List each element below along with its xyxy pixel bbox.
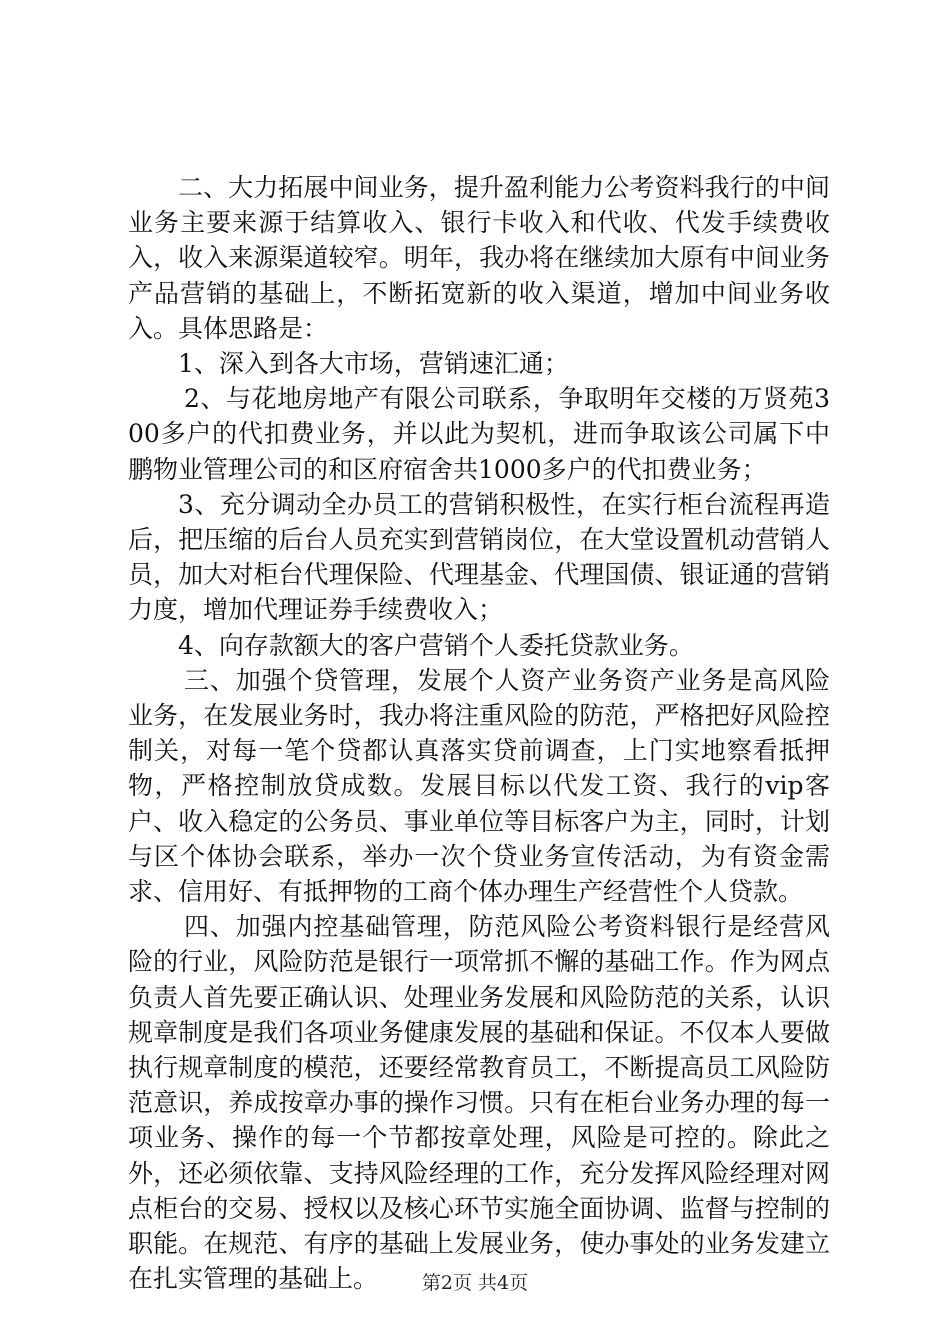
paragraph-item-2: 2、与花地房地产有限公司联系，争取明年交楼的万贤苑300多户的代扣费业务，并以此为契机，进而争取该公司属下中鹏物业管理公司的和区府宿舍共1000多户的代扣费业务； [128, 384, 830, 484]
page-number-footer: 第2页 共4页 [421, 1272, 529, 1294]
paragraph-item-4: 4、向存款额大的客户营销个人委托贷款业务。 [178, 630, 694, 660]
paragraph-section-3: 三、加强个贷管理，发展个人资产业务资产业务是高风险业务，在发展业务时，我办将注重风险的防范，严格把好风险控制关，对每一笔个贷都认真落实贷前调查，上门实地察看抵押物，严格控制放贷成数。发展目标以代发工资、我行的vip客户、收入稳定的公务员、事业单位等目标客户为主，同时，计划与区个体协会联系，举办一次个贷业务宣传活动，为有资金需求、信用好、有抵押物的工商个体办理生产经营性个人贷款。 [128, 665, 830, 907]
paragraph-item-1: 1、深入到各大市场，营销速汇通； [178, 349, 569, 379]
document-body [128, 170, 830, 1297]
paragraph-item-3: 3、充分调动全办员工的营销积极性，在实行柜台流程再造后，把压缩的后台人员充实到营销岗位，在大堂设置机动营销人员，加大对柜台代理保险、代理基金、代理国债、银证通的营销力度，增加代理证券手续费收入； [128, 489, 830, 625]
paragraph-section-2: 二、大力拓展中间业务，提升盈利能力公考资料我行的中间业务主要来源于结算收入、银行卡收入和代收、代发手续费收入，收入来源渠道较窄。明年，我办将在继续加大原有中间业务产品营销的基础上，不断拓宽新的收入渠道，增加中间业务收入。具体思路是： [128, 173, 830, 343]
paragraph-section-4: 四、加强内控基础管理，防范风险公考资料银行是经营风险的行业，风险防范是银行一项常抓不懈的基础工作。作为网点负责人首先要正确认识、处理业务发展和风险防范的关系，认识规章制度是我们各项业务健康发展的基础和保证。不仅本人要做执行规章制度的模范，还要经常教育员工，不断提高员工风险防范意识，养成按章办事的操作习惯。只有在柜台业务办理的每一项业务、操作的每一个节都按章处理，风险是可控的。除此之外，还必须依靠、支持风险经理的工作，充分发挥风险经理对网点柜台的交易、授权以及核心环节实施全面协调、监督与控制的职能。在规范、有序的基础上发展业务，使办事处的业务发建立在扎实管理的基础上。 [128, 912, 830, 1294]
